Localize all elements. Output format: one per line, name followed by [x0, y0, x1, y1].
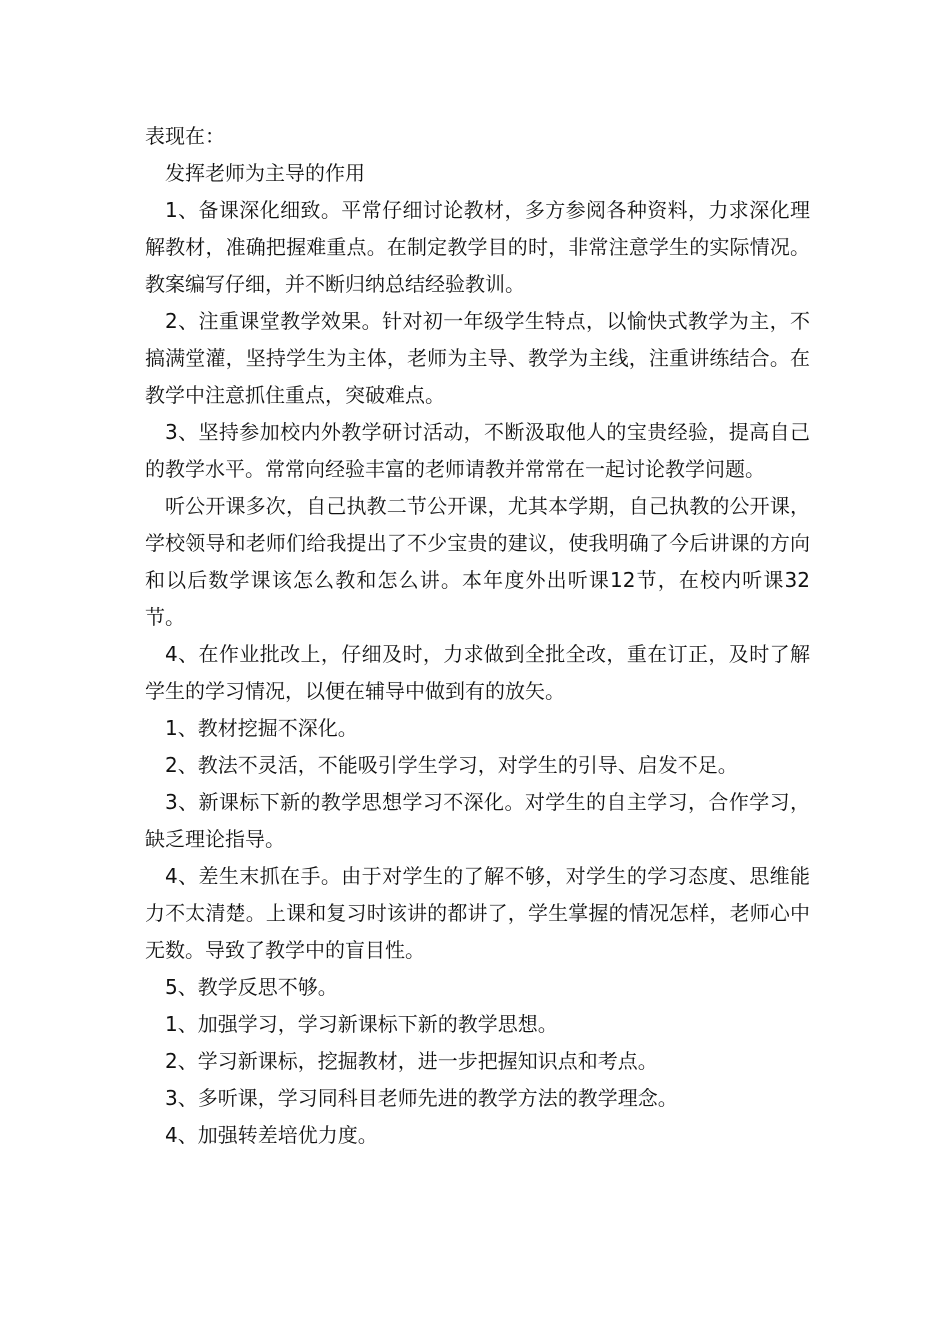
- paragraph: 表现在：: [145, 124, 225, 148]
- paragraph: 1、教材挖掘不深化。: [165, 716, 358, 740]
- paragraph: 4、在作业批改上，仔细及时，力求做到全批全改，重在订正，及时了解学生的学习情况，以便在辅导中做到有的放矢。: [145, 642, 810, 703]
- paragraph: 5、教学反思不够。: [165, 975, 338, 999]
- paragraph: 2、注重课堂教学效果。针对初一年级学生特点，以愉快式教学为主，不搞满堂灌，坚持学生为主体，老师为主导、教学为主线，注重讲练结合。在教学中注意抓住重点，突破难点。: [145, 309, 810, 407]
- paragraph: 1、加强学习，学习新课标下新的教学思想。: [165, 1012, 558, 1036]
- paragraph: 听公开课多次，自己执教二节公开课，尤其本学期，自己执教的公开课，学校领导和老师们给我提出了不少宝贵的建议，使我明确了今后讲课的方向和以后数学课该怎么教和怎么讲。本年度外出听课12节，在校内听课32节。: [145, 494, 810, 629]
- paragraph: 3、坚持参加校内外教学研讨活动，不断汲取他人的宝贵经验，提高自己的教学水平。常常向经验丰富的老师请教并常常在一起讨论教学问题。: [145, 420, 810, 481]
- paragraph: 4、差生末抓在手。由于对学生的了解不够，对学生的学习态度、思维能力不太清楚。上课和复习时该讲的都讲了，学生掌握的情况怎样，老师心中无数。导致了教学中的盲目性。: [145, 864, 810, 962]
- paragraph: 2、教法不灵活，不能吸引学生学习，对学生的引导、启发不足。: [165, 753, 738, 777]
- paragraph: 4、加强转差培优力度。: [165, 1123, 378, 1147]
- paragraph: 3、多听课，学习同科目老师先进的教学方法的教学理念。: [165, 1086, 678, 1110]
- document-body: [145, 118, 810, 1154]
- paragraph: 2、学习新课标，挖掘教材，进一步把握知识点和考点。: [165, 1049, 658, 1073]
- paragraph: 3、新课标下新的教学思想学习不深化。对学生的自主学习，合作学习，缺乏理论指导。: [145, 790, 810, 851]
- paragraph: 1、备课深化细致。平常仔细讨论教材，多方参阅各种资料，力求深化理解教材，准确把握难重点。在制定教学目的时，非常注意学生的实际情况。教案编写仔细，并不断归纳总结经验教训。: [145, 198, 810, 296]
- paragraph: 发挥老师为主导的作用: [165, 161, 365, 185]
